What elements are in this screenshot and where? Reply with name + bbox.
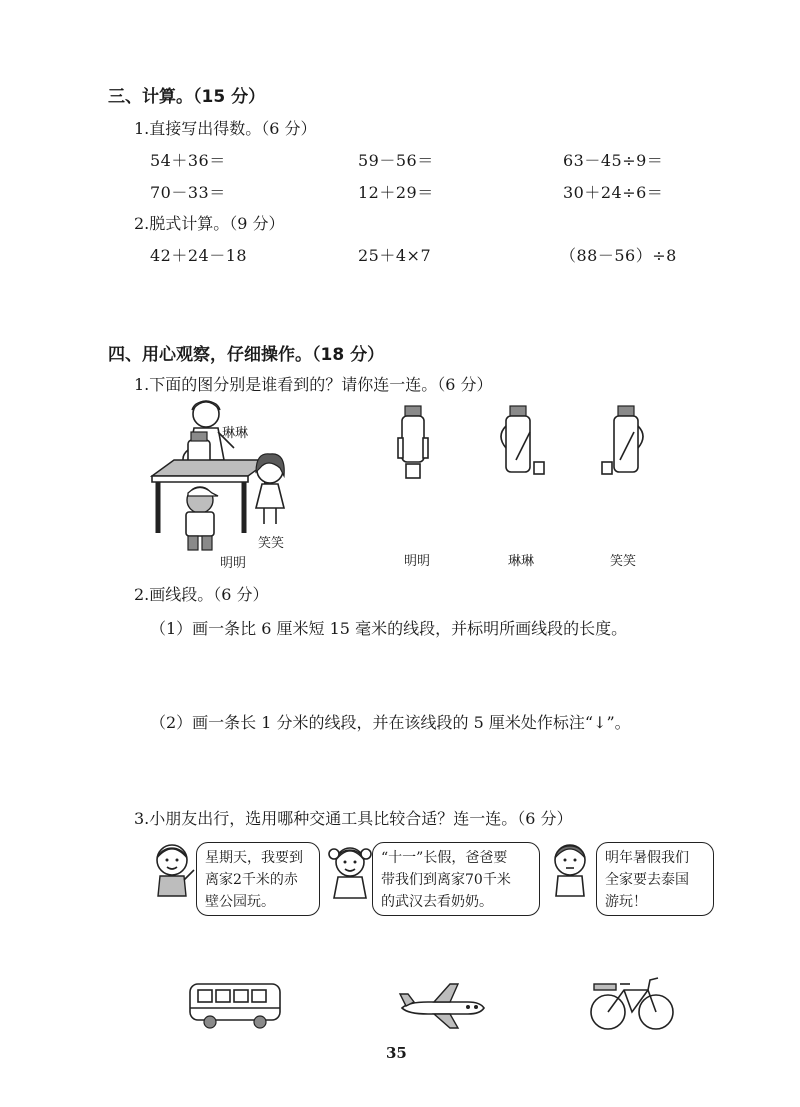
q2-item-1: （1）画一条比 6 厘米短 15 毫米的线段，并标明所画线段的长度。 (150, 619, 628, 638)
section4-title: 四、用心观察，仔细操作。（18 分） (108, 345, 385, 365)
scene-label-linlin: 琳琳 (222, 426, 249, 441)
bubble-1-line-3: 壁公园玩。 (205, 894, 275, 910)
section3-q1-title: 1.直接写出得数。（6 分） (134, 119, 317, 138)
section4-q1-title: 1.下面的图分别是谁看到的？请你连一连。（6 分） (134, 375, 493, 394)
view-label-2: 琳琳 (508, 554, 535, 569)
calc-2: 25＋4×7 (358, 246, 432, 265)
bubble-2-line-1: “十一”长假，爸爸要 (381, 850, 508, 866)
bubble-1-line-2: 离家2千米的赤 (205, 872, 298, 888)
girl-xiaoxiao-figure (256, 454, 284, 524)
view-1-thermos (396, 398, 446, 488)
section3-q2-title: 2.脱式计算。（9 分） (134, 214, 285, 233)
scene-label-mingming: 明明 (220, 556, 247, 571)
expr-r1-c1: 54＋36＝ (150, 151, 226, 170)
bicycle-icon (588, 974, 678, 1034)
speech-bubble-1 (196, 842, 320, 916)
bubble-2-line-3: 的武汉去看奶奶。 (381, 894, 493, 910)
expr-r2-c2: 12＋29＝ (358, 183, 434, 202)
bubble-3-line-3: 游玩！ (605, 894, 647, 910)
calc-3: （88－56）÷8 (560, 246, 677, 265)
expr-r2-c3: 30＋24÷6＝ (563, 183, 664, 202)
speech-bubble-2 (372, 842, 540, 916)
q2-item-2: （2）画一条长 1 分米的线段，并在该线段的 5 厘米处作标注“↓”。 (150, 713, 631, 732)
view-label-3: 笑笑 (610, 554, 637, 569)
airplane-icon (398, 980, 488, 1030)
bubble-1-line-1: 星期天，我要到 (205, 850, 303, 866)
speech-bubble-3 (596, 842, 714, 916)
page-number: 35 (386, 1044, 407, 1062)
section3-title: 三、计算。（15 分） (108, 87, 266, 107)
girl-avatar (326, 840, 376, 900)
scene-label-xiaoxiao: 笑笑 (258, 536, 285, 551)
boy-mingming-figure (186, 487, 218, 550)
section4-q3-title: 3.小朋友出行，选用哪种交通工具比较合适？连一连。（6 分） (134, 809, 573, 828)
boy-1-avatar (148, 840, 198, 900)
expr-r2-c1: 70－33＝ (150, 183, 226, 202)
bubble-3-line-2: 全家要去泰国 (605, 872, 689, 888)
view-3-thermos (596, 398, 656, 488)
section4-q2-title: 2.画线段。（6 分） (134, 585, 269, 604)
view-2-thermos (496, 398, 556, 488)
expr-r1-c3: 63－45÷9＝ (563, 151, 664, 170)
boy-2-avatar (546, 840, 596, 900)
bus-icon (188, 980, 288, 1030)
bubble-2-line-2: 带我们到离家70千米 (381, 872, 511, 888)
view-label-1: 明明 (404, 554, 431, 569)
bubble-3-line-1: 明年暑假我们 (605, 850, 689, 866)
expr-r1-c2: 59－56＝ (358, 151, 434, 170)
calc-1: 42＋24－18 (150, 246, 248, 265)
